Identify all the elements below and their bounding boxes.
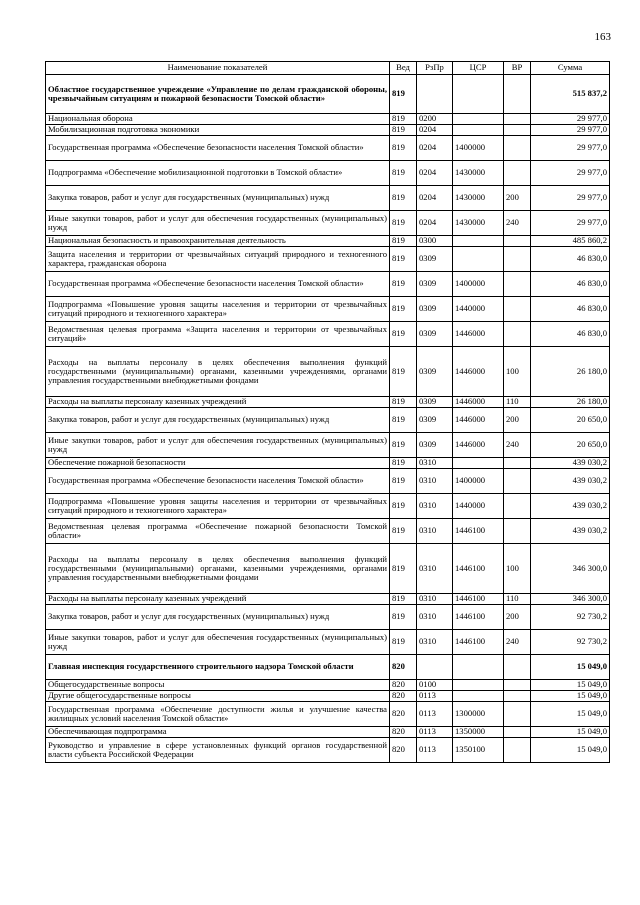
- cell-vr: [504, 236, 531, 247]
- cell-name: Закупка товаров, работ и услуг для государственных (муниципальных) нужд: [46, 605, 390, 630]
- cell-sum: 515 837,2: [531, 75, 610, 114]
- cell-vr: 110: [504, 594, 531, 605]
- table-row: [46, 75, 610, 114]
- cell-ved: 819: [390, 458, 417, 469]
- cell-sum: 15 049,0: [531, 727, 610, 738]
- table-row: [46, 125, 610, 136]
- header-name: Наименование показателей: [46, 62, 390, 75]
- cell-ved: 819: [390, 605, 417, 630]
- cell-rzpr: 0310: [417, 519, 453, 544]
- cell-ved: 819: [390, 272, 417, 297]
- cell-csr: 1446000: [453, 397, 504, 408]
- cell-csr: 1400000: [453, 469, 504, 494]
- cell-vr: [504, 655, 531, 680]
- cell-sum: 46 830,0: [531, 247, 610, 272]
- cell-name: Государственная программа «Обеспечение доступности жилья и улучшение качества жилищных условий населения Томской области»: [46, 702, 390, 727]
- cell-name: Подпрограмма «Повышение уровня защиты населения и территории от чрезвычайных ситуаций природного и техногенного характера»: [46, 494, 390, 519]
- page-number: 163: [594, 31, 611, 43]
- cell-rzpr: 0309: [417, 272, 453, 297]
- cell-vr: [504, 125, 531, 136]
- cell-sum: 439 030,2: [531, 469, 610, 494]
- cell-sum: 29 977,0: [531, 161, 610, 186]
- cell-name: Национальная безопасность и правоохранительная деятельность: [46, 236, 390, 247]
- cell-sum: 92 730,2: [531, 630, 610, 655]
- cell-ved: 819: [390, 544, 417, 594]
- cell-csr: 1440000: [453, 494, 504, 519]
- cell-sum: 29 977,0: [531, 136, 610, 161]
- table-row: [46, 458, 610, 469]
- cell-ved: 819: [390, 469, 417, 494]
- cell-name: Подпрограмма «Повышение уровня защиты населения и территории от чрезвычайных ситуаций природного и техногенного характера»: [46, 297, 390, 322]
- cell-vr: [504, 469, 531, 494]
- cell-vr: [504, 702, 531, 727]
- cell-csr: 1446000: [453, 408, 504, 433]
- table-row: [46, 702, 610, 727]
- table-row: [46, 680, 610, 691]
- cell-csr: [453, 247, 504, 272]
- cell-ved: 819: [390, 519, 417, 544]
- cell-csr: 1430000: [453, 161, 504, 186]
- cell-rzpr: 0113: [417, 702, 453, 727]
- cell-name: Иные закупки товаров, работ и услуг для обеспечения государственных (муниципальных) нужд: [46, 630, 390, 655]
- cell-ved: 820: [390, 727, 417, 738]
- cell-sum: 15 049,0: [531, 655, 610, 680]
- cell-vr: [504, 691, 531, 702]
- table-header-row: [46, 62, 610, 75]
- cell-ved: 820: [390, 655, 417, 680]
- cell-vr: 200: [504, 186, 531, 211]
- cell-vr: [504, 727, 531, 738]
- cell-vr: [504, 297, 531, 322]
- cell-vr: 200: [504, 408, 531, 433]
- cell-name: Закупка товаров, работ и услуг для государственных (муниципальных) нужд: [46, 186, 390, 211]
- cell-name: Государственная программа «Обеспечение безопасности населения Томской области»: [46, 272, 390, 297]
- cell-rzpr: 0309: [417, 347, 453, 397]
- cell-csr: 1400000: [453, 272, 504, 297]
- budget-table: [45, 61, 610, 763]
- cell-csr: 1446000: [453, 347, 504, 397]
- cell-ved: 819: [390, 125, 417, 136]
- cell-name: Расходы на выплаты персоналу в целях обеспечения выполнения функций государственными (муниципальными) органами, казенными учреждениями, органами управления государственными внебюджетными фондами: [46, 347, 390, 397]
- header-sum: Сумма: [531, 62, 610, 75]
- cell-ved: 820: [390, 738, 417, 763]
- table-row: [46, 322, 610, 347]
- cell-sum: 15 049,0: [531, 680, 610, 691]
- cell-rzpr: 0200: [417, 114, 453, 125]
- cell-rzpr: 0310: [417, 494, 453, 519]
- cell-ved: 819: [390, 247, 417, 272]
- cell-rzpr: 0310: [417, 594, 453, 605]
- cell-name: Подпрограмма «Обеспечение мобилизационной подготовки в Томской области»: [46, 161, 390, 186]
- cell-rzpr: 0310: [417, 458, 453, 469]
- cell-rzpr: 0113: [417, 727, 453, 738]
- cell-sum: 29 977,0: [531, 211, 610, 236]
- cell-name: Иные закупки товаров, работ и услуг для обеспечения государственных (муниципальных) нужд: [46, 433, 390, 458]
- table-row: [46, 247, 610, 272]
- table-row: [46, 347, 610, 397]
- cell-ved: 820: [390, 680, 417, 691]
- table-row: [46, 519, 610, 544]
- cell-csr: 1446100: [453, 605, 504, 630]
- cell-rzpr: 0204: [417, 125, 453, 136]
- cell-sum: 15 049,0: [531, 702, 610, 727]
- table-row: [46, 114, 610, 125]
- table-row: [46, 469, 610, 494]
- cell-ved: 819: [390, 322, 417, 347]
- cell-csr: 1350100: [453, 738, 504, 763]
- cell-vr: [504, 136, 531, 161]
- table-row: [46, 727, 610, 738]
- table-row: [46, 136, 610, 161]
- cell-ved: 819: [390, 630, 417, 655]
- table-row: [46, 738, 610, 763]
- cell-csr: 1300000: [453, 702, 504, 727]
- cell-sum: 26 180,0: [531, 397, 610, 408]
- cell-rzpr: 0310: [417, 605, 453, 630]
- table-row: [46, 594, 610, 605]
- cell-ved: 819: [390, 236, 417, 247]
- cell-name: Закупка товаров, работ и услуг для государственных (муниципальных) нужд: [46, 408, 390, 433]
- cell-ved: 819: [390, 186, 417, 211]
- cell-ved: 819: [390, 494, 417, 519]
- cell-name: Руководство и управление в сфере установленных функций органов государственной власти субъекта Российской Федерации: [46, 738, 390, 763]
- cell-rzpr: 0300: [417, 236, 453, 247]
- table-row: [46, 630, 610, 655]
- cell-csr: [453, 75, 504, 114]
- cell-rzpr: 0309: [417, 322, 453, 347]
- cell-vr: 240: [504, 211, 531, 236]
- cell-ved: 819: [390, 211, 417, 236]
- cell-name: Иные закупки товаров, работ и услуг для обеспечения государственных (муниципальных) нужд: [46, 211, 390, 236]
- cell-sum: 20 650,0: [531, 433, 610, 458]
- cell-csr: 1446000: [453, 322, 504, 347]
- cell-rzpr: 0204: [417, 161, 453, 186]
- cell-sum: 29 977,0: [531, 186, 610, 211]
- cell-csr: [453, 114, 504, 125]
- table-row: [46, 433, 610, 458]
- cell-sum: 29 977,0: [531, 125, 610, 136]
- cell-rzpr: 0309: [417, 397, 453, 408]
- cell-rzpr: 0204: [417, 211, 453, 236]
- cell-name: Главная инспекция государственного строительного надзора Томской области: [46, 655, 390, 680]
- cell-ved: 819: [390, 397, 417, 408]
- table-row: [46, 186, 610, 211]
- cell-csr: 1446100: [453, 630, 504, 655]
- table-row: [46, 494, 610, 519]
- cell-rzpr: 0310: [417, 544, 453, 594]
- cell-name: Мобилизационная подготовка экономики: [46, 125, 390, 136]
- cell-sum: 439 030,2: [531, 494, 610, 519]
- cell-rzpr: [417, 655, 453, 680]
- cell-vr: [504, 114, 531, 125]
- cell-csr: [453, 691, 504, 702]
- cell-csr: [453, 458, 504, 469]
- cell-vr: [504, 161, 531, 186]
- table-row: [46, 397, 610, 408]
- cell-csr: 1446100: [453, 544, 504, 594]
- cell-vr: [504, 75, 531, 114]
- cell-ved: 819: [390, 161, 417, 186]
- cell-vr: [504, 680, 531, 691]
- header-vr: ВР: [504, 62, 531, 75]
- cell-ved: 819: [390, 297, 417, 322]
- cell-rzpr: 0309: [417, 433, 453, 458]
- cell-csr: 1446100: [453, 594, 504, 605]
- cell-rzpr: 0309: [417, 247, 453, 272]
- cell-sum: 15 049,0: [531, 691, 610, 702]
- table-row: [46, 544, 610, 594]
- cell-ved: 819: [390, 594, 417, 605]
- header-rzpr: РзПр: [417, 62, 453, 75]
- cell-csr: [453, 125, 504, 136]
- cell-sum: 26 180,0: [531, 347, 610, 397]
- cell-vr: 240: [504, 630, 531, 655]
- table-row: [46, 605, 610, 630]
- cell-vr: 100: [504, 347, 531, 397]
- cell-name: Обеспечение пожарной безопасности: [46, 458, 390, 469]
- cell-name: Государственная программа «Обеспечение безопасности населения Томской области»: [46, 136, 390, 161]
- cell-name: Государственная программа «Обеспечение безопасности населения Томской области»: [46, 469, 390, 494]
- cell-sum: 439 030,2: [531, 519, 610, 544]
- cell-vr: [504, 247, 531, 272]
- header-csr: ЦСР: [453, 62, 504, 75]
- cell-csr: 1430000: [453, 186, 504, 211]
- cell-ved: 819: [390, 433, 417, 458]
- cell-sum: 15 049,0: [531, 738, 610, 763]
- cell-ved: 820: [390, 702, 417, 727]
- cell-ved: 819: [390, 347, 417, 397]
- cell-vr: 110: [504, 397, 531, 408]
- cell-sum: 92 730,2: [531, 605, 610, 630]
- table-row: [46, 272, 610, 297]
- cell-sum: 485 860,2: [531, 236, 610, 247]
- table-row: [46, 408, 610, 433]
- cell-vr: 240: [504, 433, 531, 458]
- cell-csr: 1446000: [453, 433, 504, 458]
- cell-rzpr: [417, 75, 453, 114]
- cell-vr: [504, 738, 531, 763]
- cell-ved: 819: [390, 114, 417, 125]
- table-body: [46, 75, 610, 763]
- cell-rzpr: 0309: [417, 297, 453, 322]
- cell-rzpr: 0113: [417, 691, 453, 702]
- cell-name: Общегосударственные вопросы: [46, 680, 390, 691]
- table-row: [46, 211, 610, 236]
- cell-vr: 100: [504, 544, 531, 594]
- cell-vr: [504, 322, 531, 347]
- cell-sum: 46 830,0: [531, 322, 610, 347]
- cell-name: Расходы на выплаты персоналу в целях обеспечения выполнения функций государственными (муниципальными) органами, казенными учреждениями, органами управления государственными внебюджетными фондами: [46, 544, 390, 594]
- cell-name: Другие общегосударственные вопросы: [46, 691, 390, 702]
- table-row: [46, 297, 610, 322]
- cell-csr: [453, 655, 504, 680]
- cell-sum: 29 977,0: [531, 114, 610, 125]
- cell-sum: 346 300,0: [531, 594, 610, 605]
- cell-sum: 46 830,0: [531, 297, 610, 322]
- cell-csr: 1446100: [453, 519, 504, 544]
- cell-sum: 20 650,0: [531, 408, 610, 433]
- cell-csr: 1350000: [453, 727, 504, 738]
- cell-csr: 1430000: [453, 211, 504, 236]
- cell-rzpr: 0100: [417, 680, 453, 691]
- cell-csr: 1440000: [453, 297, 504, 322]
- table-row: [46, 236, 610, 247]
- cell-sum: 439 030,2: [531, 458, 610, 469]
- cell-rzpr: 0113: [417, 738, 453, 763]
- cell-csr: [453, 236, 504, 247]
- cell-sum: 46 830,0: [531, 272, 610, 297]
- cell-vr: [504, 519, 531, 544]
- cell-name: Обеспечивающая подпрограмма: [46, 727, 390, 738]
- cell-name: Ведомственная целевая программа «Обеспечение пожарной безопасности Томской области»: [46, 519, 390, 544]
- cell-csr: 1400000: [453, 136, 504, 161]
- cell-rzpr: 0310: [417, 630, 453, 655]
- cell-name: Защита населения и территории от чрезвычайных ситуаций природного и техногенного характера, гражданская оборона: [46, 247, 390, 272]
- cell-rzpr: 0204: [417, 136, 453, 161]
- cell-name: Расходы на выплаты персоналу казенных учреждений: [46, 397, 390, 408]
- table-row: [46, 691, 610, 702]
- table-row: [46, 655, 610, 680]
- cell-name: Областное государственное учреждение «Управление по делам гражданской обороны, чрезвычайным ситуациям и пожарной безопасности Томской области»: [46, 75, 390, 114]
- cell-vr: 200: [504, 605, 531, 630]
- cell-vr: [504, 272, 531, 297]
- cell-name: Расходы на выплаты персоналу казенных учреждений: [46, 594, 390, 605]
- cell-vr: [504, 494, 531, 519]
- cell-ved: 819: [390, 136, 417, 161]
- cell-rzpr: 0204: [417, 186, 453, 211]
- cell-ved: 819: [390, 75, 417, 114]
- cell-name: Ведомственная целевая программа «Защита населения и территории от чрезвычайных ситуаций»: [46, 322, 390, 347]
- cell-rzpr: 0309: [417, 408, 453, 433]
- cell-ved: 820: [390, 691, 417, 702]
- cell-csr: [453, 680, 504, 691]
- header-ved: Вед: [390, 62, 417, 75]
- cell-ved: 819: [390, 408, 417, 433]
- cell-sum: 346 300,0: [531, 544, 610, 594]
- cell-vr: [504, 458, 531, 469]
- cell-name: Национальная оборона: [46, 114, 390, 125]
- table-row: [46, 161, 610, 186]
- cell-rzpr: 0310: [417, 469, 453, 494]
